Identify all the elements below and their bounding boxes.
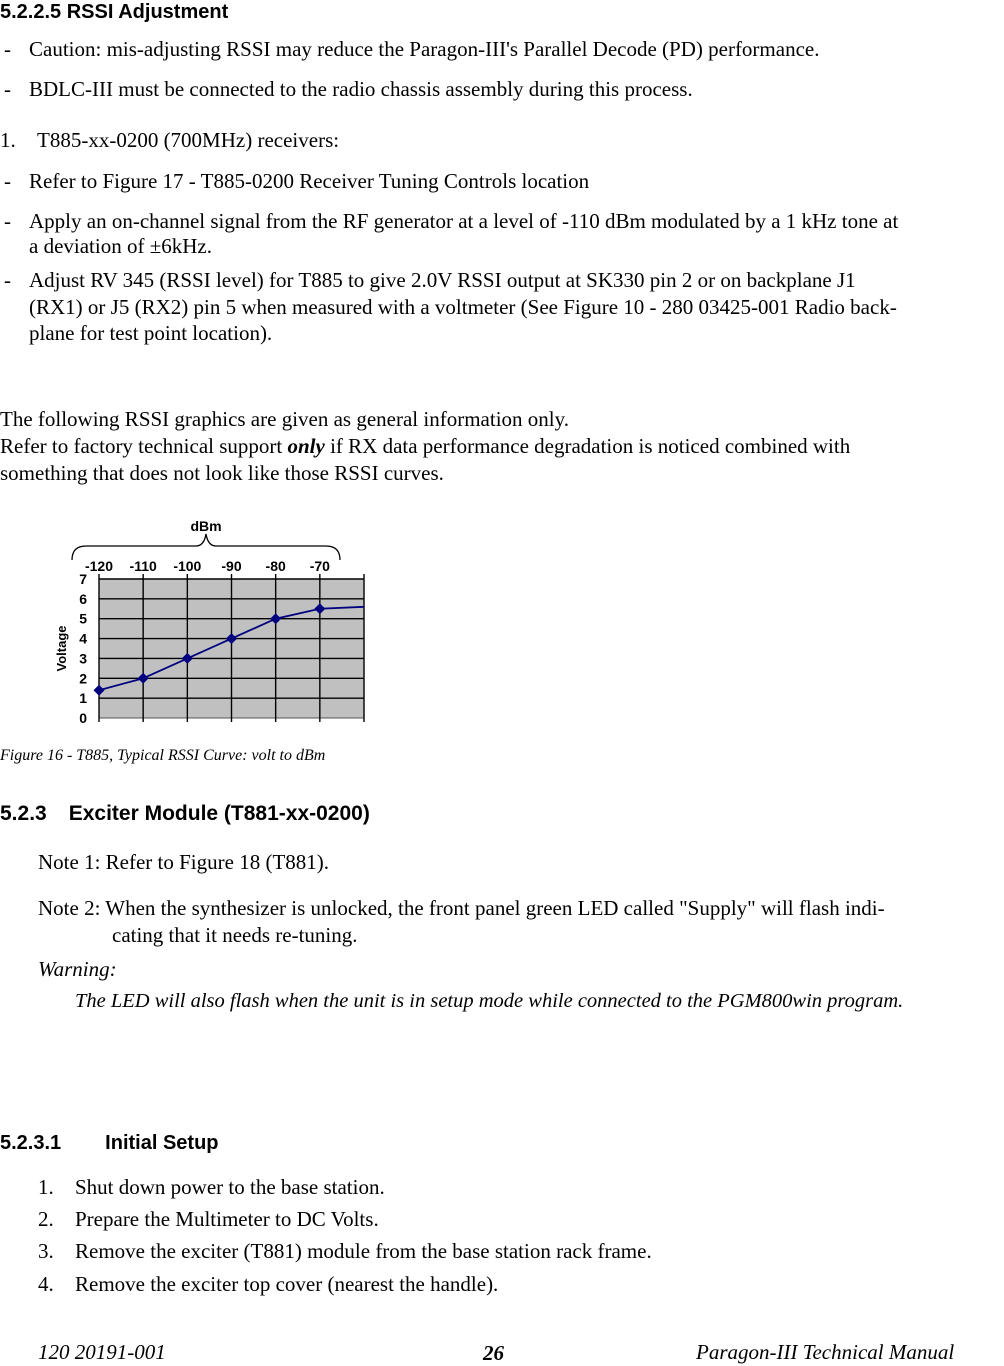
step-text: T885-xx-0200 (700MHz) receivers: — [37, 128, 340, 152]
info-text: if RX data performance degradation is noticed combined with — [324, 434, 851, 458]
dash-marker: - — [4, 37, 11, 61]
list-text: Prepare the Multimeter to DC Volts. — [75, 1207, 379, 1231]
bullet-item — [4, 76, 994, 103]
y-axis-label: Voltage — [54, 625, 69, 672]
y-tick-label: 2 — [79, 670, 87, 687]
axis-brace — [72, 534, 340, 560]
list-number: 2. — [38, 1207, 54, 1231]
bullet-text: Caution: mis-adjusting RSSI may reduce the Paragon-III's Parallel Decode (PD) performance. — [29, 37, 820, 61]
y-tick-label: 3 — [79, 650, 87, 667]
note-2-continued: cating that it needs re-tuning. — [112, 923, 358, 947]
y-tick-label: 4 — [79, 630, 87, 647]
section-title: Initial Setup — [105, 1132, 219, 1154]
y-tick-label: 0 — [79, 710, 87, 726]
section-title: RSSI Adjustment — [66, 1, 229, 23]
dash-marker: - — [4, 169, 11, 193]
warning-label: Warning: — [38, 957, 117, 981]
list-number: 3. — [38, 1239, 54, 1263]
y-tick-label: 6 — [79, 590, 87, 607]
list-text: Shut down power to the base station. — [75, 1175, 385, 1199]
list-text: Remove the exciter top cover (nearest the handle). — [75, 1272, 499, 1296]
info-text: Refer to factory technical support — [0, 434, 288, 458]
sub-bullet-text: Refer to Figure 17 - T885-0200 Receiver Tuning Controls location — [29, 169, 590, 193]
list-item — [38, 1238, 652, 1265]
section-title: Exciter Module (T881-xx-0200) — [68, 802, 370, 825]
y-tick-label: 7 — [79, 571, 87, 587]
list-text: Remove the exciter (T881) module from the base station rack frame. — [75, 1239, 652, 1263]
sub-bullet-text: Apply an on-channel signal from the RF generator at a level of -110 dBm modulated by a 1 kHz tone at — [29, 209, 899, 233]
warning-text: The LED will also flash when the unit is in setup mode while connected to the PGM800win program. — [75, 990, 904, 1012]
section-number: 5.2.2.5 — [0, 1, 62, 23]
info-line: something that does not look like those RSSI curves. — [0, 461, 444, 485]
section-number: 5.2.3 — [0, 802, 47, 825]
bullet-item — [4, 36, 994, 63]
list-item — [38, 1271, 499, 1298]
x-tick-label: -100 — [173, 558, 202, 574]
figure-caption: Figure 16 - T885, Typical RSSI Curve: volt to dBm — [0, 747, 326, 764]
sub-bullet-text: Adjust RV 345 (RSSI level) for T885 to give 2.0V RSSI output at SK330 pin 2 or on backplane J1 — [29, 268, 856, 292]
page-number: 26 — [483, 1341, 504, 1365]
info-line — [0, 433, 850, 460]
rssi-chart-svg — [40, 510, 380, 730]
note-1: Note 1: Refer to Figure 18 (T881). — [38, 850, 330, 874]
bullet-text: BDLC-III must be connected to the radio chassis assembly during this process. — [29, 77, 693, 101]
y-tick-label: 5 — [79, 610, 87, 627]
section-heading-rssi — [0, 0, 228, 24]
info-line: The following RSSI graphics are given as general information only. — [0, 407, 569, 431]
sub-bullet-text: plane for test point location). — [29, 321, 273, 345]
section-heading-exciter — [0, 801, 370, 827]
list-number: 4. — [38, 1272, 54, 1296]
x-tick-label: -120 — [84, 558, 114, 574]
list-number: 1. — [38, 1175, 54, 1199]
emphasis-text: only — [287, 434, 325, 458]
sub-bullet-text: a deviation of ±6kHz. — [29, 234, 212, 258]
dash-marker: - — [4, 209, 11, 233]
x-tick-label: -70 — [309, 558, 330, 574]
note-2: Note 2: When the synthesizer is unlocked, the front panel green LED called "Supply" will flash indi- — [38, 896, 885, 920]
dash-marker: - — [4, 268, 11, 292]
step-number: 1. — [0, 128, 16, 152]
dash-marker: - — [4, 77, 11, 101]
footer-doc-number: 120 20191-001 — [38, 1340, 166, 1364]
x-tick-label: -80 — [265, 558, 286, 574]
footer-manual-title: Paragon-III Technical Manual — [696, 1340, 955, 1364]
rssi-chart — [40, 510, 380, 730]
y-tick-label: 1 — [79, 690, 87, 707]
x-axis-label: dBm — [190, 518, 222, 534]
sub-bullet-text: (RX1) or J5 (RX2) pin 5 when measured with a voltmeter (See Figure 10 - 280 03425-001 Radio back- — [29, 295, 897, 319]
x-tick-label: -90 — [221, 558, 242, 574]
x-tick-label: -110 — [129, 558, 157, 574]
section-heading-setup — [0, 1131, 219, 1155]
list-item — [38, 1206, 379, 1233]
list-item — [38, 1174, 385, 1201]
section-number: 5.2.3.1 — [0, 1132, 62, 1154]
